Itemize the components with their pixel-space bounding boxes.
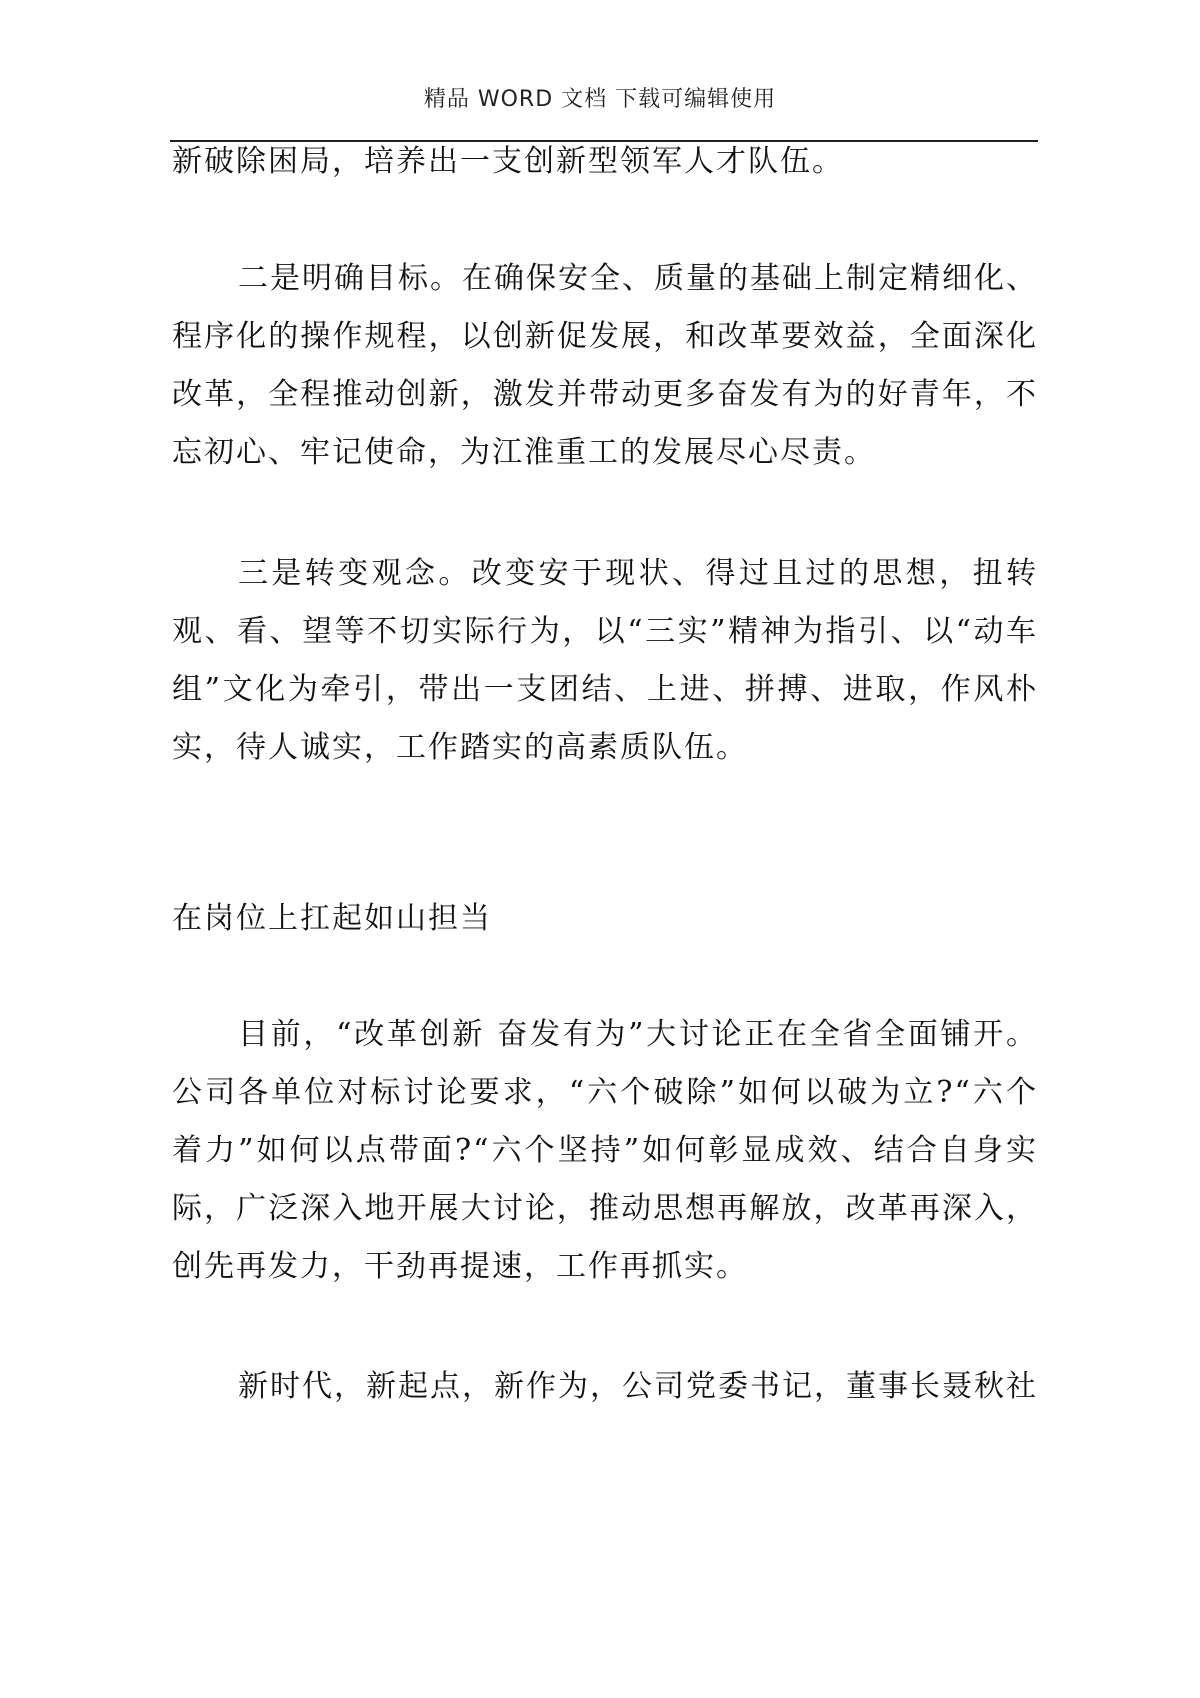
paragraph-discussion: 目前，“改革创新 奋发有为”大讨论正在全省全面铺开。公司各单位对标讨论要求，“六个破除”如何以破为立?“六个着力”如何以点带面?“六个坚持”如何彰显成效、结合自身实际，广泛深入地开展大讨论，推动思想再解放，改革再深入，创先再发力，干劲再提速，工作再抓实。 xyxy=(172,1017,1038,1284)
paragraph-clarify-goals: 二是明确目标。在确保安全、质量的基础上制定精细化、程序化的操作规程，以创新促发展，和改革要效益，全面深化改革，全程推动创新，激发并带动更多奋发有为的好青年，不忘初心、牢记使命，为江淮重工的发展尽心尽责。 xyxy=(172,261,1038,470)
page-header: 精品 WORD 文档 下载可编辑使用 xyxy=(423,87,777,112)
paragraph-new-era: 新时代，新起点，新作为，公司党委书记，董事长聂秋社 xyxy=(238,1369,1038,1404)
section-heading: 在岗位上扛起如山担当 xyxy=(172,901,492,936)
paragraph-change-mindset: 三是转变观念。改变安于现状、得过且过的思想，扭转观、看、望等不切实际行为，以“三实”精神为指引、以“动车组”文化为牵引，带出一支团结、上进、拼搏、进取，作风朴实，待人诚实，工作踏实的高素质队伍。 xyxy=(172,556,1038,765)
paragraph-continuation: 新破除困局，培养出一支创新型领军人才队伍。 xyxy=(172,144,844,179)
